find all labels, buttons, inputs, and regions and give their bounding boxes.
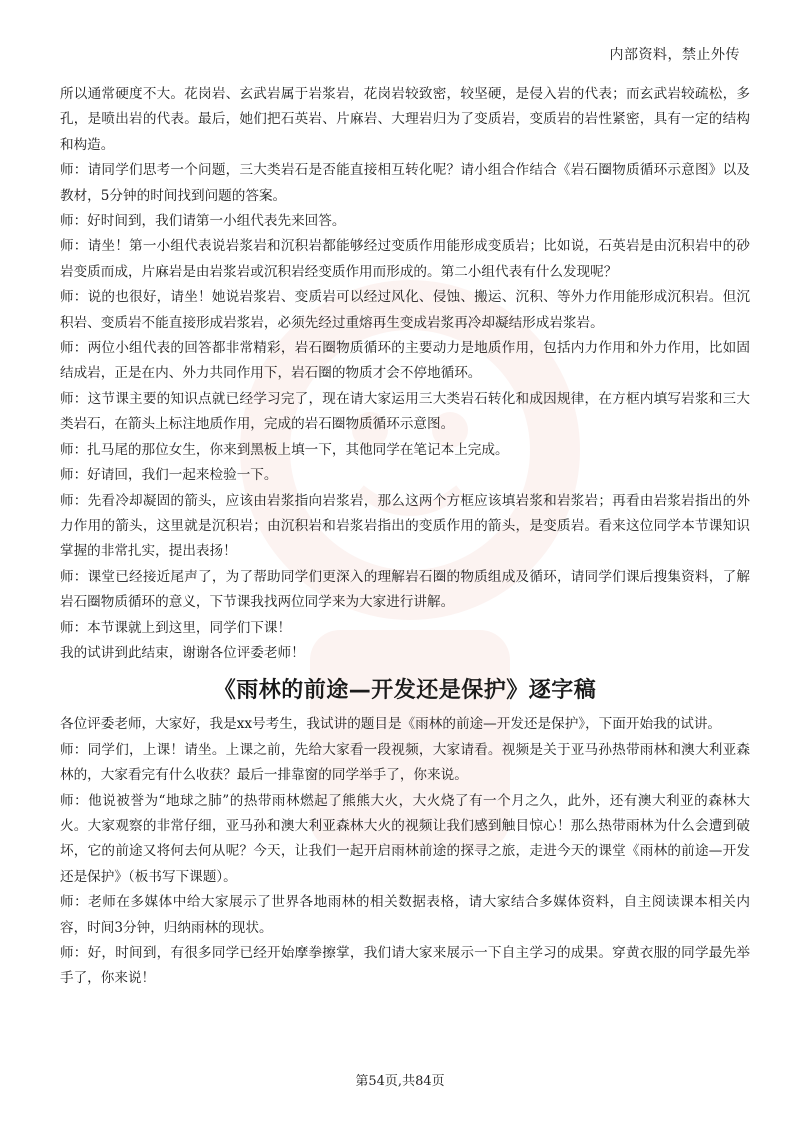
- paragraph: 师：请同学们思考一个问题，三大类岩石是否能直接相互转化呢？请小组合作结合《岩石圈物质循环示意图》以及教材，5分钟的时间找到问题的答案。: [60, 162, 750, 204]
- paragraph: 师：这节课主要的知识点就已经学习完了，现在请大家运用三大类岩石转化和成因规律，在方框内填写岩浆和三大类岩石，在箭头上标注地质作用，完成的岩石圈物质循环示意图。: [60, 390, 750, 433]
- paragraph: 师：好请回，我们一起来检验一下。: [60, 467, 278, 484]
- paragraph: 师：好时间到，我们请第一小组代表先来回答。: [60, 213, 346, 230]
- paragraph: 师：课堂已经接近尾声了，为了帮助同学们更深入的理解岩石圈的物质组成及循环，请同学们课后搜集资料，了解岩石圈物质循环的意义，下节课我找两位同学来为大家进行讲解。: [60, 568, 750, 611]
- paragraph: 师：请坐！第一小组代表说岩浆岩和沉积岩都能够经过变质作用能形成变质岩；比如说，石英岩是由沉积岩中的砂岩变质而成，片麻岩是由岩浆岩或沉积岩经变质作用而形成的。第二小组代表有什么发现呢？: [60, 238, 750, 280]
- page-number: 第54页,共84页: [355, 1074, 445, 1089]
- paragraph: 师：说的也很好，请坐！她说岩浆岩、变质岩可以经过风化、侵蚀、搬运、沉积、等外力作用能形成沉积岩。但沉积岩、变质岩不能直接形成岩浆岩，必须先经过重熔再生变成岩浆再冷却凝结形成岩浆岩。: [60, 289, 750, 331]
- paragraph: 师：好，时间到，有很多同学已经开始摩拳擦掌，我们请大家来展示一下自主学习的成果。穿黄衣服的同学最先举手了，你来说！: [60, 945, 750, 987]
- paragraph: 师：同学们，上课！请坐。上课之前，先给大家看一段视频，大家请看。视频是关于亚马孙热带雨林和澳大利亚森林的，大家看完有什么收获？最后一排靠窗的同学举手了，你来说。: [60, 741, 750, 784]
- paragraph: 各位评委老师，大家好，我是xx号考生，我试讲的题目是《雨林的前途—开发还是保护》，下面开始我的试讲。: [60, 716, 722, 733]
- paragraph: 师：两位小组代表的回答都非常精彩，岩石圈物质循环的主要动力是地质作用，包括内力作用和外力作用，比如固结成岩，正是在内、外力共同作用下，岩石圈的物质才会不停地循环。: [60, 340, 750, 382]
- paragraph: 师：扎马尾的那位女生，你来到黑板上填一下，其他同学在笔记本上完成。: [60, 441, 509, 458]
- paragraph: 所以通常硬度不大。花岗岩、玄武岩属于岩浆岩，花岗岩较致密，较坚硬，是侵入岩的代表；而玄武岩较疏松，多孔，是喷出岩的代表。最后，她们把石英岩、片麻岩、大理岩归为了变质岩，变质岩的岩性紧密，具有一定的结构和构造。: [60, 86, 750, 153]
- confidential-note: 内部资料，禁止外传: [609, 47, 740, 63]
- paragraph: 我的试讲到此结束，谢谢各位评委老师！: [60, 644, 305, 661]
- paragraph: 师：老师在多媒体中给大家展示了世界各地雨林的相关数据表格，请大家结合多媒体资料，自主阅读课本相关内容，时间3分钟，归纳雨林的现状。: [60, 894, 750, 936]
- paragraph: 师：本节课就上到这里，同学们下课！: [60, 619, 292, 636]
- section-title: 《雨林的前途—开发还是保护》逐字稿: [213, 678, 597, 704]
- document-body: [60, 82, 750, 992]
- paragraph: 师：先看冷却凝固的箭头，应该由岩浆指向岩浆岩，那么这两个方框应该填岩浆和岩浆岩；再看由岩浆岩指出的外力作用的箭头，这里就是沉积岩；由沉积岩和岩浆岩指出的变质作用的箭头，是变质岩。看来这位同学本节课知识掌握的非常扎实，提出表扬！: [60, 492, 750, 560]
- paragraph: 师：他说被誉为“地球之肺”的热带雨林燃起了熊熊大火，大火烧了有一个月之久，此外，还有澳大利亚的森林大火。大家观察的非常仔细，亚马孙和澳大利亚森林大火的视频让我们感到触目惊心！那么热带雨林为什么会遭到破坏，它的前途又将何去何从呢？今天，让我们一起开启雨林前途的探寻之旅，走进今天的课堂《雨林的前途—开发还是保护》（板书写下课题）。: [60, 792, 750, 885]
